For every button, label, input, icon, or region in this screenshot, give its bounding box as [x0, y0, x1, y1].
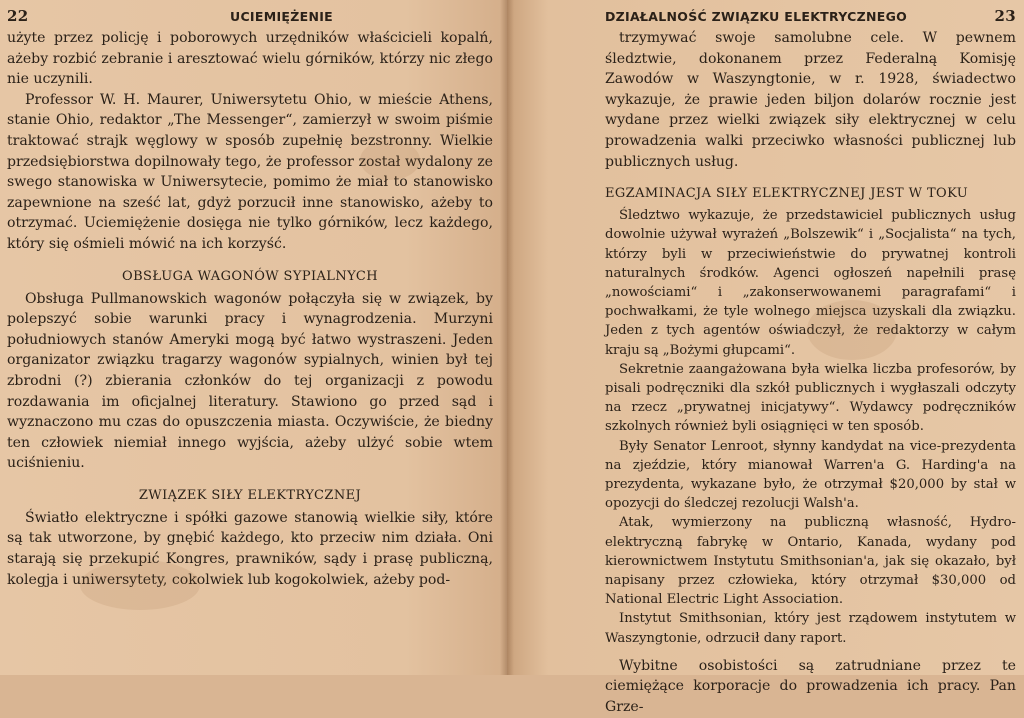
- paragraph: Obsługa Pullmanowskich wagonów połączyła się w związek, by polepszyć sobie warunki pracy i wynagrodzenia. Murzyni południowych stanów Ameryki mogą być łatwo wystraszeni. Jeden organizator związku tragarzy wagonów sypialnych, winien był tej zbrodni (?) zbierania członków do tej organizacji z powodu rozdawania im oficjalnej literatury. Stawiono go przed sąd i wyznaczono mu czas do opuszczenia miasta. Oczywiście, że biedny ten człowiek niemiał innego wyjścia, ażeby ulżyć sobie wtem uciśnieniu.: [7, 290, 493, 472]
- section-heading: ZWIĄZEK SIŁY ELEKTRYCZNEJ: [138, 487, 362, 503]
- left-body-text: [7, 28, 493, 590]
- right-body-text-small: [605, 206, 1016, 648]
- right-body-text: [605, 28, 1016, 172]
- paper-stain: [807, 300, 897, 360]
- paragraph: Wybitne osobistości są zatrudniane przez te ciemiężące korporacje do prowadzenia ich pracy. Pan Grze-: [605, 657, 1016, 716]
- right-running-title: DZIAŁALNOŚĆ ZWIĄZKU ELEKTRYCZNEGO: [605, 9, 908, 24]
- left-running-head: [7, 4, 493, 28]
- paragraph: Atak, wymierzony na publiczną własność, Hydro-elektryczną fabrykę w Ontario, Kanada, wydany pod kierownictwem Instytutu Smithsonian'a, jak się okazało, był napisany przez człowieka, który otrzymał $30,000 od National Electric Light Association.: [605, 515, 1016, 608]
- left-page-number: 22: [7, 7, 29, 25]
- section-heading: EGZAMINACJA SIŁY ELEKTRYCZNEJ JEST W TOKU: [605, 186, 969, 202]
- paragraph: Były Senator Lenroot, słynny kandydat na vice-prezydenta na zjeździe, który mianował Warren'a G. Harding'a na prezydenta, wykazane było, że otrzymał $20,000 by stał w opozycji do śledczej rezolucji Walsh'a.: [605, 438, 1016, 512]
- paragraph: trzymywać swoje samolubne cele. W pewnem śledztwie, dokonanem przez Federalną Komisję Zawodów w Waszyngtonie, w r. 1928, świadectwo wykazuje, że prawie jeden biljon dolarów rocznie jest wydane przez wielki związek siły elektrycznej w celu prowadzenia walki przeciwko własności publicznej lub publicznych usług.: [605, 30, 1016, 170]
- right-page-number: 23: [994, 7, 1016, 25]
- section-heading: OBSŁUGA WAGONÓW SYPIALNYCH: [122, 268, 378, 284]
- paper-stain: [360, 140, 420, 180]
- left-running-title: UCIEMIĘŻENIE: [230, 9, 333, 24]
- paragraph: użyte przez policję i poborowych urzędników właścicieli kopalń, ażeby rozbić zebranie i aresztować wielu górników, którzy nic złego nie uczynili.: [7, 30, 493, 88]
- right-body-text-end: [605, 656, 1016, 718]
- right-running-head: [605, 4, 1016, 28]
- paragraph: Instytut Smithsonian, który jest rządowem instytutem w Waszyngtonie, odrzucił dany raport.: [605, 611, 1016, 646]
- paper-stain: [80, 560, 200, 610]
- left-page: [0, 0, 507, 675]
- paragraph: Professor W. H. Maurer, Uniwersytetu Ohio, w mieście Athens, stanie Ohio, redaktor „The Messenger“, zamierzył w swoim piśmie traktować strajk węglowy w sposób zupełnię bezstronny. Wielkie przedsiębiorstwa dopilnowały tego, że professor został wydalony ze swego stanowiska w Uniwersytecie, pomimo że miał to stanowisko zapewnione na sześć lat, gdyż porzucił inne stanowisko, ażeby to otrzymać. Uciemiężenie dosięga nie tylko górników, lecz każdego, który się ośmieli mówić na ich korzyść.: [7, 91, 493, 252]
- paragraph: Sekretnie zaangażowana była wielka liczba profesorów, by pisali podręczniki dla szkół publicznych i wygłaszali odczyty na rzecz „prywatnej inicjatywy“. Wydawcy podręczników szkolnych również byli osiągnięci w ten sposób.: [605, 361, 1016, 435]
- book-gutter: [500, 0, 514, 675]
- right-page: [507, 0, 1024, 716]
- paragraph: Śledztwo wykazuje, że przedstawiciel publicznych usług dowolnie używał wyrażeń „Bolszewik“ i „Socjalista“ na tych, którzy byli w przeciwieństwie do prywatnej kontroli naturalnych środków. Agenci ogłoszeń napełnili prasę „nowościami“ i „zakonserwowanemi paragrafami“ i pochwałkami, że tyle wolnego miejsca uzyskali dla związku. Jeden z tych agentów oświadczył, że redaktorzy w całym kraju są „Bożymi głupcami“.: [605, 208, 1016, 358]
- paragraph: Światło elektryczne i spółki gazowe stanowią wielkie siły, które są tak utworzone, by gnębić każdego, kto przeciw nim działa. Oni starają się przekupić Kongres, prawników, sądy i prasę publiczną, kolegja i uniwersytety, cokolwiek lub kogokolwiek, ażeby pod-: [7, 509, 493, 588]
